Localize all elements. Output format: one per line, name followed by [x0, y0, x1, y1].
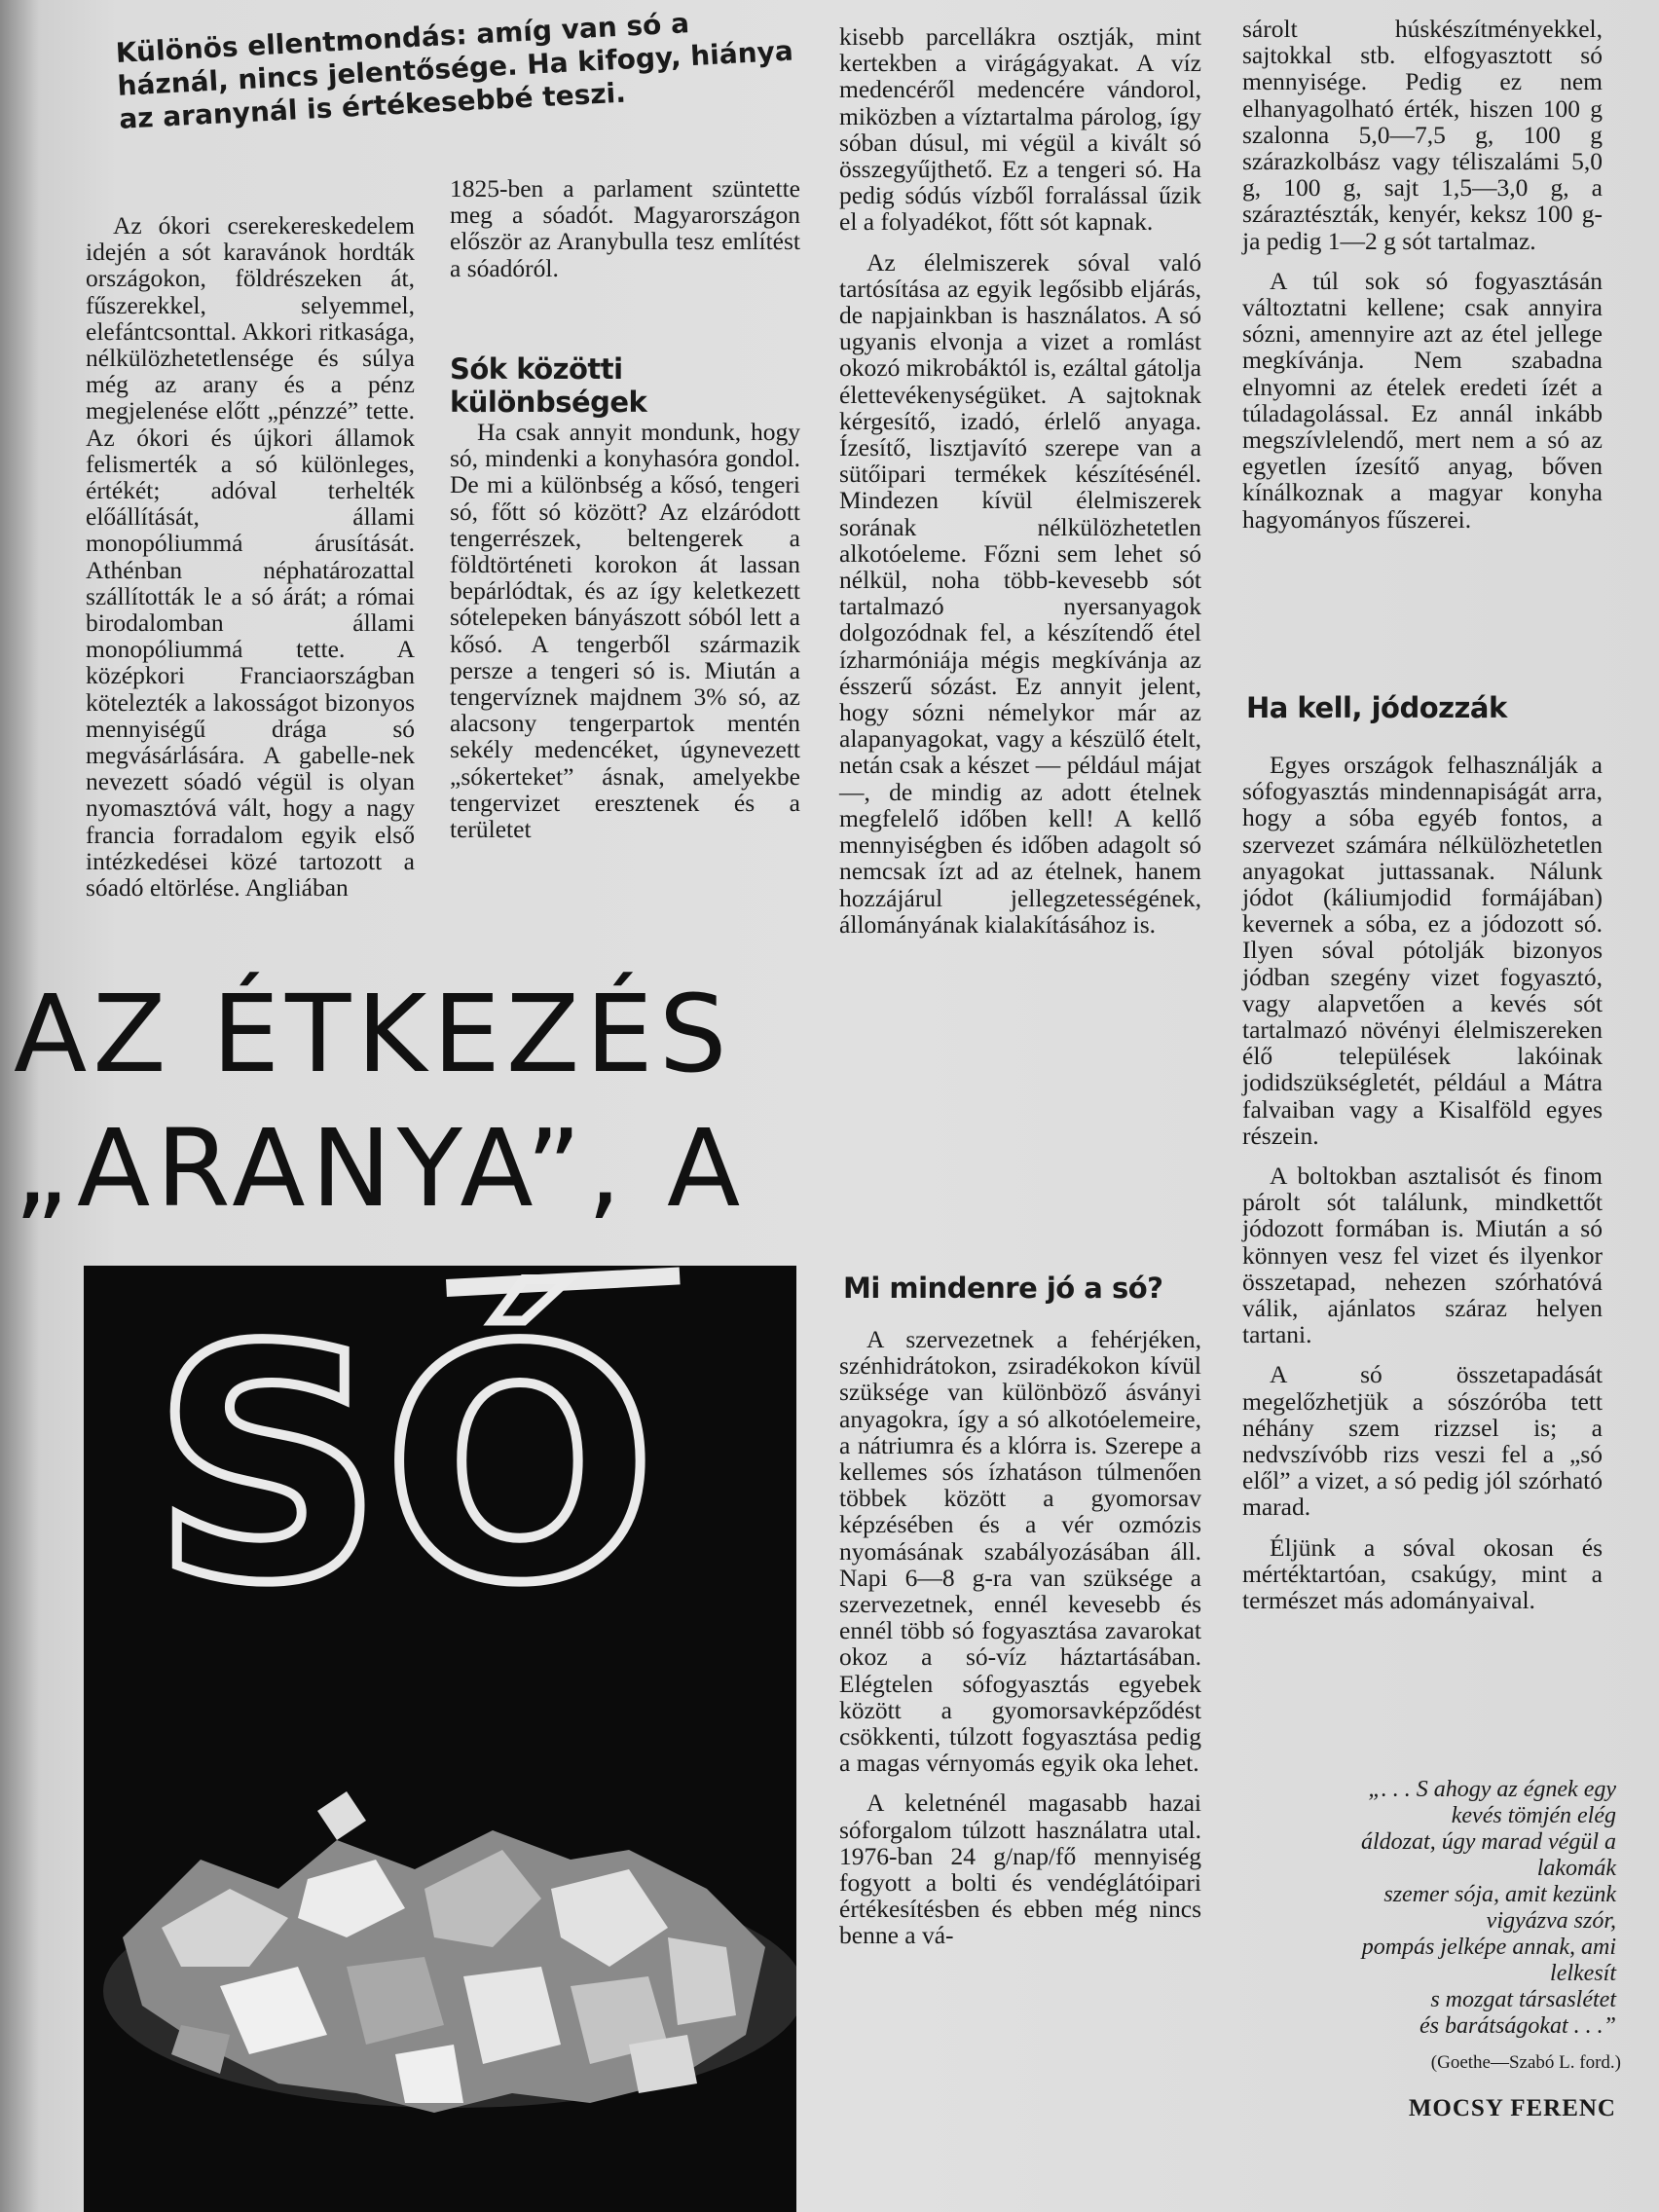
subheading-iodized: Ha kell, jódozzák — [1246, 691, 1507, 724]
article-lede: Különös ellentmondás: amíg van só a háznál, nincs jelentősége. Ha kifogy, hiánya az aranynál is értékesebbé teszi. — [115, 7, 794, 135]
column-4-body — [1242, 752, 1603, 1613]
paragraph: kisebb parcellákra osztják, mint kertekben a virágágyakat. A víz medencéről medencére vándorol, miközben a víztartalma párolog, így sóban dúsul, mi végül a kivált só összegyűjthető. Ez a tengeri só. Ha pedig sódús vízből forralással űzik el a folyadékot, főtt sót kapnak. — [839, 22, 1201, 237]
quote-line: lakomák — [1536, 1856, 1616, 1881]
paragraph: Egyes országok felhasználják a sófogyasztás mindennapiságát arra, hogy a sóba egyéb fontos, a szervezet számára nélkülözhetetlen anyagokat juttassanak. Nálunk jódot (káliumjodid formájában) kevernek a sóba, ez a jódozott só. Ilyen sóval pótolják bizonyos jódban szegény vizet fogyasztó, vagy alapvetően a kevés sót tartalmazó növényi élelmiszereken élő települések lakóinak jodidszükségletét, például a Mátra falvaiban vagy a Kisalföld egyes részein. — [1242, 751, 1603, 1150]
paragraph: sárolt húskészítményekkel, sajtokkal stb. elfogyasztott só mennyisége. Pedig ez nem elhanyagolható érték, hiszen 100 g szalonna 5,0—7,5 g, 100 g szárazkolbász vagy téliszalámi 5,0 g, 100 g, sajt 1,5—3,0 g, a száraztészták, kenyér, keksz 100 g-ja pedig 1—2 g sót tartalmaz. — [1242, 15, 1603, 255]
headline-line-1: AZ ÉTKEZÉS — [14, 972, 733, 1096]
salt-logo-illustration — [84, 1266, 796, 2212]
quote-line: és barátságokat . . .” — [1419, 2013, 1616, 2039]
column-3-body — [839, 1326, 1201, 1949]
quote-line: s mozgat társaslétet — [1430, 1987, 1616, 2012]
column-2-body — [450, 419, 800, 842]
quote-line: vigyázva szór, — [1486, 1908, 1616, 1934]
paragraph: Éljünk a sóval okosan és mértéktartóan, csakúgy, mint a természet más adományaival. — [1242, 1532, 1603, 1615]
column-3 — [839, 23, 1201, 938]
salt-photo — [84, 1266, 796, 2212]
subheading-uses-of-salt: Mi mindenre jó a só? — [843, 1272, 1163, 1305]
column-1 — [86, 212, 415, 901]
column-4 — [1242, 16, 1603, 533]
paragraph: Az ókori cserekereskedelem idején a sót karavánok hordták országokon, földrészeken át, fűszerekkel, selyemmel, elefántcsonttal. Akkori ritkasága, nélkülözhetetlensége és súlya még az arany és a pénz megjelenése előtt „pénzzé” tette. Az ókori és újkori államok felismerték a só különleges, értékét; adóval terhelték előállítását, állami monopóliummá árusítását. Athénban néphatározattal szállították le a só árát; a római birodalomban állami monopóliummá tette. A középkori Franciaországban kötelezték a lakosságot bizonyos mennyiségű drága só megvásárlására. A gabelle-nek nevezett sóadó végül is olyan nyomasztóvá vált, hogy a nagy francia forradalom egyik első intézkedései közé tartozott a sóadó eltörlése. Angliában — [86, 211, 415, 903]
quote-line: pompás jelképe annak, ami — [1361, 1935, 1616, 1960]
paragraph: A túl sok só fogyasztásán változtatni kellene; csak annyira sózni, amennyire azt az étel jellege megkívánja. Nem szabadna elnyomni az ételek eredeti ízét a túladagolással. Ez annál inkább megszívlelendő, mert nem a só az egyetlen ízesítő anyag, bőven kínálkoznak a magyar konyha hagyományos fűszerei. — [1242, 266, 1603, 534]
quote-line: lelkesít — [1550, 1961, 1616, 1986]
author-byline: MOCSY FERENC — [1408, 2095, 1616, 2121]
quote-line: szemer sója, amit kezünk — [1383, 1882, 1616, 1907]
paragraph: A só összetapadását megelőzhetjük a sószóróba tett néhány szem rizzsel is; a nedvszívóbb rizs veszi fel a „só elől” a vizet, a só pedig jól szórható marad. — [1242, 1360, 1603, 1522]
paragraph: A keletnénél magasabb hazai sóforgalom túlzott használatra utal. 1976-ban 24 g/nap/fő mennyiség fogyott a bolti és vendéglátóipari értékesítésben és ebben még nincs benne a vá- — [839, 1788, 1201, 1950]
paragraph: 1825-ben a parlament szüntette meg a sóadót. Magyarországon először az Aranybulla tesz említést a sóadóról. — [450, 174, 800, 282]
paragraph: Ha csak annyit mondunk, hogy só, mindenki a konyhasóra gondol. De mi a különbség a kősó, tengeri só, főtt só között? Az elzáródott tengerrészek, beltengerek a földtörténeti korokon át lassan bepárlódtak, és az így keletkezett sótelepeken bányászott sóból lett a kősó. A tengerből származik persze a tengeri só is. Miután a tengervíznek majdnem 3% só, az alacsony tengerpartok mentén sekély medencéket, úgynevezett „sókerteket” ásnak, amelyekbe tengervizet eresztenek és a területet — [450, 418, 800, 844]
paragraph: A szervezetnek a fehérjéken, szénhidrátokon, zsiradékokon kívül szüksége van különböző ásványi anyagokra, így a só alkotóelemeire, a nátriumra és a klórra is. Szerepe a kellemes sós ízhatáson túlmenően többek között a gyomorsav képzésében és a vér ozmózis nyomásának szabályozásában áll. Napi 6—8 g-ra van szüksége a szervezetnek, ennél kevesebb és ennél több só fogyasztása zavarokat okoz a só-víz háztartásában. Elégtelen sófogyasztás egyebek között a gyomorsavképződést csökkenti, túlzott fogyasztása pedig a magas vérnyomás egyik oka lehet. — [839, 1325, 1201, 1778]
logo-word-outline: SÓ — [152, 1279, 657, 1653]
paragraph: Az élelmiszerek sóval való tartósítása az egyik legősibb eljárás, de napjainkban is használatos. A só ugyanis elvonja a vizet a romlást okozó mikrobáktól is, ezáltal gátolja élettevékenységüket. A sajtoknak kérgesítő, izadó, érlelő anyaga. Ízesítő, lisztjavító szerepe van a sütőipari termékek készítésénél. Mindezen kívül élelmiszerek sorának nélkülözhetetlen alkotóeleme. Főzni sem lehet só nélkül, noha több-kevesebb sót tartalmazó nyersanyagok dolgozódnak fel, a készítendő étel ízharmóniája mégis megkívánja az ésszerű sózást. Ez annyit jelent, hogy sózni némelykor már az alapanyagokat, vagy a készülő ételt, netán csak a készet — például májat —, de mindig az adott ételnek megfelelő időben kell! A kellő mennyiségben és időben adagolt só nemcsak ízt ad az ételnek, hanem hozzájárul jellegzetességének, állományának kialakításához is. — [839, 247, 1201, 939]
paragraph: A boltokban asztalisót és finom párolt sót találunk, mindkettőt jódozott formában is. Miután a só könnyen vesz fel vizet és ilyenkor összetapad, nehezen szórhatóvá válik, ajánlatos száraz helyen tartani. — [1242, 1161, 1603, 1349]
quote-credit: (Goethe—Szabó L. ford.) — [1430, 2052, 1621, 2073]
quote-line: áldozat, úgy marad végül a — [1361, 1829, 1616, 1855]
goethe-quote — [1256, 1777, 1616, 2040]
subheading-salt-differences: Sók közötti különbségek — [450, 352, 647, 419]
quote-line: „. . . S ahogy az égnek egy — [1368, 1777, 1616, 1802]
quote-line: kevés tömjén elég — [1451, 1803, 1616, 1828]
headline-line-2: „ARANYA”, A — [14, 1106, 747, 1231]
column-2 — [450, 175, 800, 281]
